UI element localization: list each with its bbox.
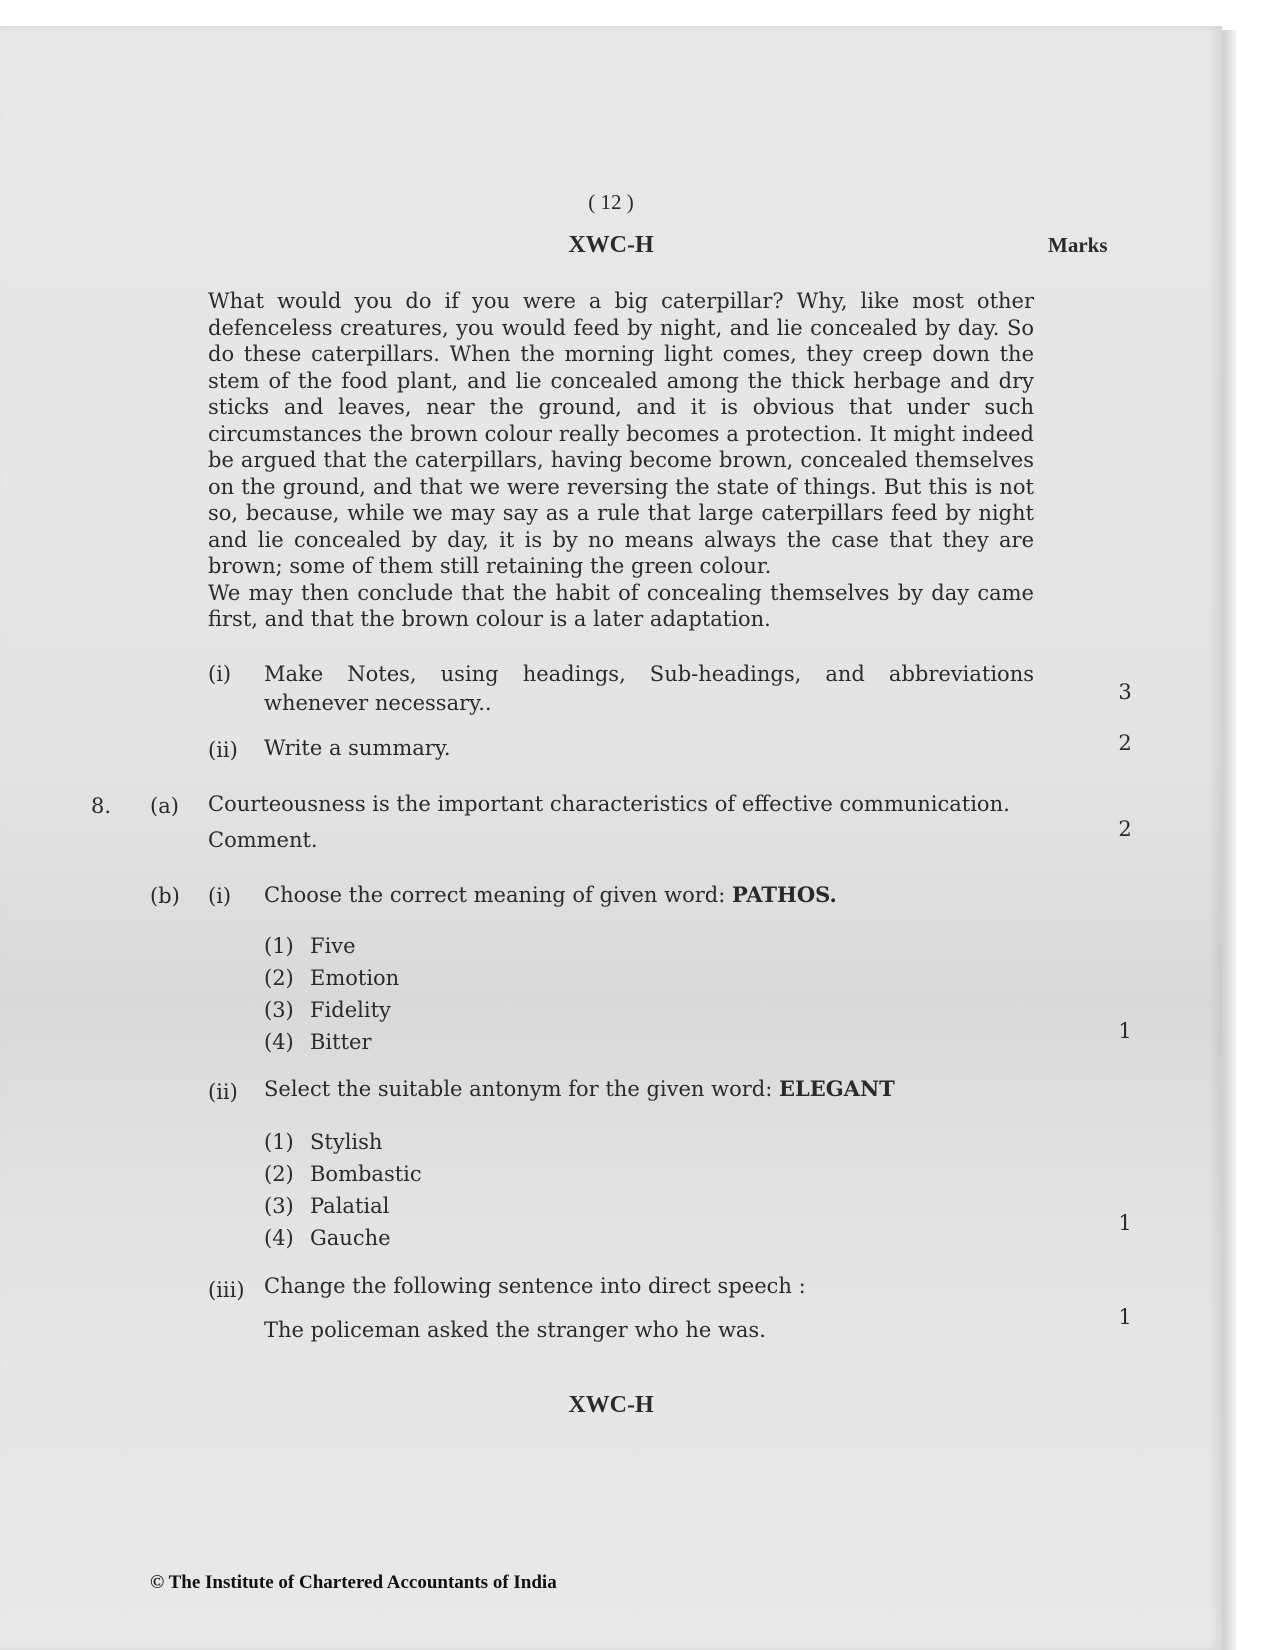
question-8b-iii-sentence: The policeman asked the stranger who he was. bbox=[264, 1318, 766, 1342]
page-number: ( 12 ) bbox=[588, 190, 634, 214]
passage-question-ii-num: (ii) bbox=[208, 738, 238, 762]
passage-question-i-num: (i) bbox=[208, 662, 232, 686]
option-num: (1) bbox=[264, 1130, 294, 1154]
option-text: Fidelity bbox=[310, 998, 391, 1022]
question-8b-i-word: PATHOS. bbox=[731, 882, 837, 907]
option-text: Bitter bbox=[310, 1030, 372, 1054]
question-8b-i-marks: 1 bbox=[1118, 1019, 1132, 1043]
marks-heading: Marks bbox=[1048, 233, 1108, 257]
passage-question-i-marks: 3 bbox=[1118, 680, 1132, 704]
question-8b-iii-prompt: Change the following sentence into direct speech : bbox=[264, 1274, 806, 1298]
question-8b-i-prompt bbox=[264, 880, 837, 910]
option-text: Bombastic bbox=[310, 1162, 422, 1186]
question-8b-iii-marks: 1 bbox=[1118, 1305, 1132, 1329]
question-8a-line-1: Courteousness is the important characteristics of effective communication. bbox=[208, 792, 1010, 816]
question-8b-ii-num: (ii) bbox=[208, 1080, 238, 1104]
question-8a-line-2: Comment. bbox=[208, 828, 318, 852]
question-8b-i-num: (i) bbox=[208, 884, 232, 908]
option-num: (3) bbox=[264, 998, 294, 1022]
question-8b-iii-num: (iii) bbox=[208, 1278, 245, 1302]
question-8b-ii-marks: 1 bbox=[1118, 1211, 1132, 1235]
passage bbox=[208, 288, 1034, 633]
option-text: Emotion bbox=[310, 966, 400, 990]
question-8-num: 8. bbox=[91, 794, 112, 818]
paper-code-bottom: XWC-H bbox=[568, 1392, 654, 1418]
option-num: (4) bbox=[264, 1226, 294, 1250]
option-text: Five bbox=[310, 934, 356, 958]
option-num: (3) bbox=[264, 1194, 294, 1218]
question-8b-i-prompt-text: Choose the correct meaning of given word: bbox=[264, 883, 732, 907]
question-8b-ii-prompt bbox=[264, 1074, 895, 1104]
paper-code-top: XWC-H bbox=[568, 232, 654, 258]
option-text: Stylish bbox=[310, 1130, 383, 1154]
passage-paragraph-2: We may then conclude that the habit of concealing themselves by day came first, and that the brown colour is a later adaptation. bbox=[208, 580, 1034, 631]
question-8b-ii-prompt-text: Select the suitable antonym for the given word: bbox=[264, 1077, 779, 1101]
page-edge bbox=[1222, 30, 1236, 1650]
question-8a-label: (a) bbox=[150, 794, 179, 818]
option-num: (1) bbox=[264, 934, 294, 958]
passage-question-ii-marks: 2 bbox=[1118, 731, 1132, 755]
option-num: (4) bbox=[264, 1030, 294, 1054]
copyright-notice: © The Institute of Chartered Accountants of India bbox=[150, 1572, 557, 1593]
passage-question-i-text: Make Notes, using headings, Sub-headings, and abbreviations whenever necessary.. bbox=[264, 662, 1034, 715]
question-8b-label: (b) bbox=[150, 884, 180, 908]
passage-question-ii-text: Write a summary. bbox=[264, 736, 451, 760]
passage-paragraph-1: What would you do if you were a big caterpillar? Why, like most other defenceless creatures, you would feed by night, and lie concealed by day. So do these caterpillars. When the morning light comes, they creep down the stem of the food plant, and lie concealed among the thick herbage and dry sticks and leaves, near the ground, and it is obvious that under such circumstances the brown colour really becomes a protection. It might indeed be argued that the caterpillars, having become brown, concealed themselves on the ground, and that we were reversing the state of things. But this is not so, because, while we may say as a rule that large caterpillars feed by night and lie concealed by day, it is by no means always the case that they are brown; some of them still retaining the green colour. bbox=[208, 289, 1034, 578]
option-num: (2) bbox=[264, 966, 294, 990]
option-text: Palatial bbox=[310, 1194, 390, 1218]
question-8b-ii-word: ELEGANT bbox=[778, 1076, 895, 1101]
question-8a-marks: 2 bbox=[1118, 817, 1132, 841]
option-num: (2) bbox=[264, 1162, 294, 1186]
option-text: Gauche bbox=[310, 1226, 391, 1250]
